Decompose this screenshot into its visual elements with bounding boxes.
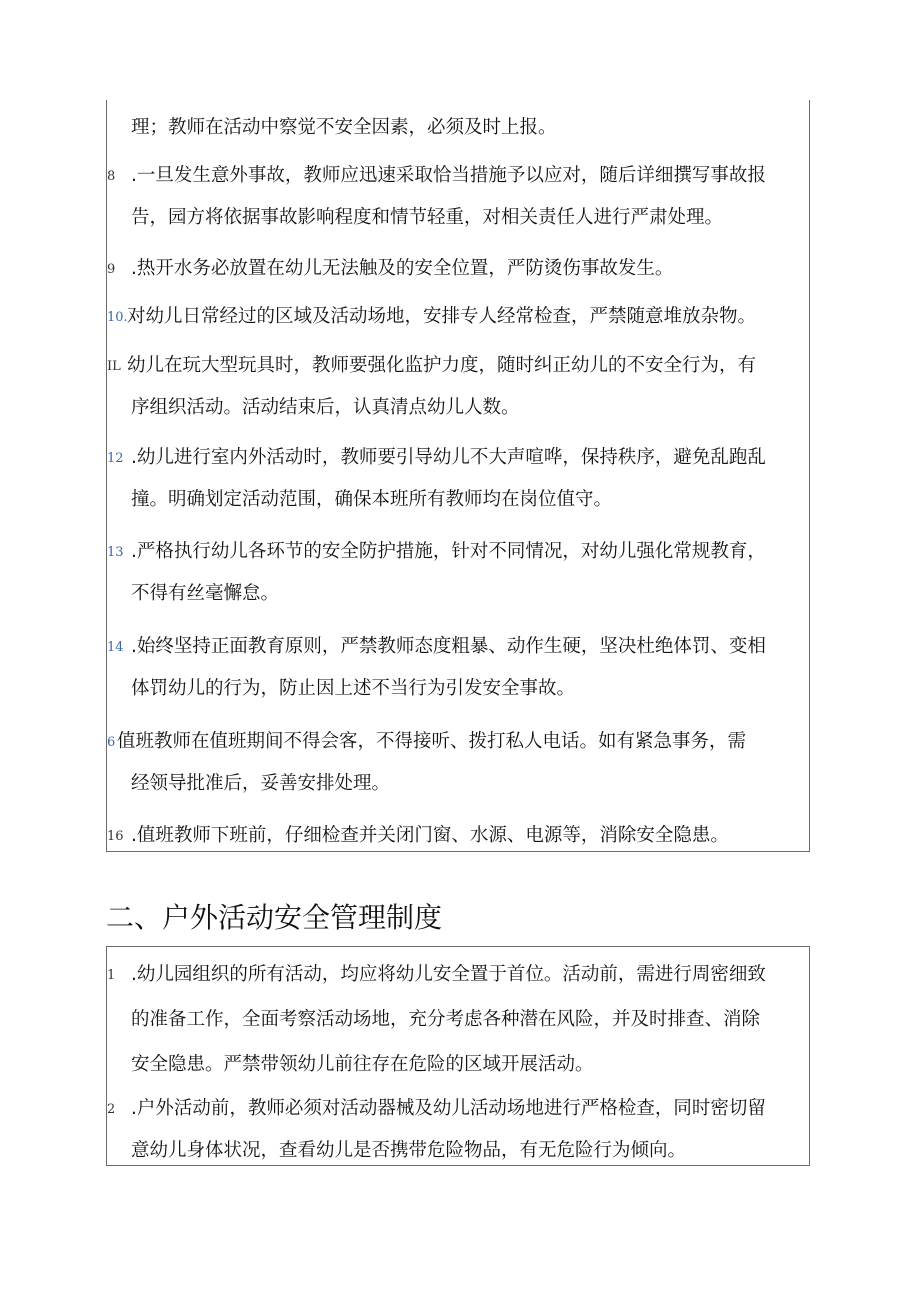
item-text: 意幼儿身体状况，查看幼儿是否携带危险物品，有无危险行为倾向。 xyxy=(131,1140,687,1161)
item-text: .一旦发生意外事故，教师应迅速采取恰当措施予以应对，随后详细撰写事故报 xyxy=(131,165,766,186)
item-text: 的准备工作，全面考察活动场地，充分考虑各种潜在风险，并及时排查、消除 xyxy=(131,1009,761,1030)
rules-table-indoor xyxy=(106,100,810,852)
item-number: 8 xyxy=(107,169,116,184)
item-text: .幼儿园组织的所有活动，均应将幼儿安全置于首位。活动前，需进行周密细致 xyxy=(131,964,766,985)
rules-table-outdoor xyxy=(106,946,810,1166)
item-number: IL xyxy=(107,359,121,374)
item-text: 经领导批准后，妥善安排处理。 xyxy=(131,773,391,794)
item-text: 安全隐患。严禁带领幼儿前往存在危险的区域开展活动。 xyxy=(131,1054,594,1075)
item-number: 13 xyxy=(107,545,124,560)
item-text: 告，园方将依据事故影响程度和情节轻重，对相关责任人进行严肃处理。 xyxy=(131,207,724,228)
item-text: .值班教师下班前，仔细检查并关闭门窗、水源、电源等，消除安全隐患。 xyxy=(131,825,729,846)
item-number: 14 xyxy=(107,640,124,655)
item-text: .户外活动前，教师必须对活动器械及幼儿活动场地进行严格检查，同时密切留 xyxy=(131,1098,766,1119)
section-heading: 二、户外活动安全管理制度 xyxy=(106,901,443,934)
item-number: 6 xyxy=(107,735,116,750)
item-text: .始终坚持正面教育原则，严禁教师态度粗暴、动作生硬，坚决杜绝体罚、变相 xyxy=(131,636,766,657)
item-number: 2 xyxy=(107,1102,116,1117)
item-number: 10. xyxy=(107,310,128,325)
item-text: .幼儿进行室内外活动时，教师要引导幼儿不大声喧哗，保持秩序，避免乱跑乱 xyxy=(131,447,766,468)
item-text: 序组织活动。活动结束后，认真清点幼儿人数。 xyxy=(131,397,520,418)
item-number: 1 xyxy=(107,968,116,983)
item-text: 对幼儿日常经过的区域及活动场地，安排专人经常检查，严禁随意堆放杂物。 xyxy=(127,306,757,327)
item-text: 撞。明确划定活动范围，确保本班所有教师均在岗位值守。 xyxy=(131,489,613,510)
item-text: 不得有丝毫懈怠。 xyxy=(131,583,280,604)
item-text: 值班教师在值班期间不得会客，不得接听、拨打私人电话。如有紧急事务，需 xyxy=(117,731,747,752)
item-text: 理；教师在活动中察觉不安全因素，必须及时上报。 xyxy=(131,117,557,138)
item-text: .严格执行幼儿各环节的安全防护措施，针对不同情况，对幼儿强化常规教育， xyxy=(131,541,766,562)
item-number: 12 xyxy=(107,451,124,466)
item-number: 16 xyxy=(107,829,124,844)
item-text: 体罚幼儿的行为，防止因上述不当行为引发安全事故。 xyxy=(131,678,576,699)
item-text: 幼儿在玩大型玩具时，教师要强化监护力度，随时纠正幼儿的不安全行为，有 xyxy=(127,355,757,376)
item-text: .热开水务必放置在幼儿无法触及的安全位置，严防烫伤事故发生。 xyxy=(131,258,674,279)
item-number: 9 xyxy=(107,262,116,277)
